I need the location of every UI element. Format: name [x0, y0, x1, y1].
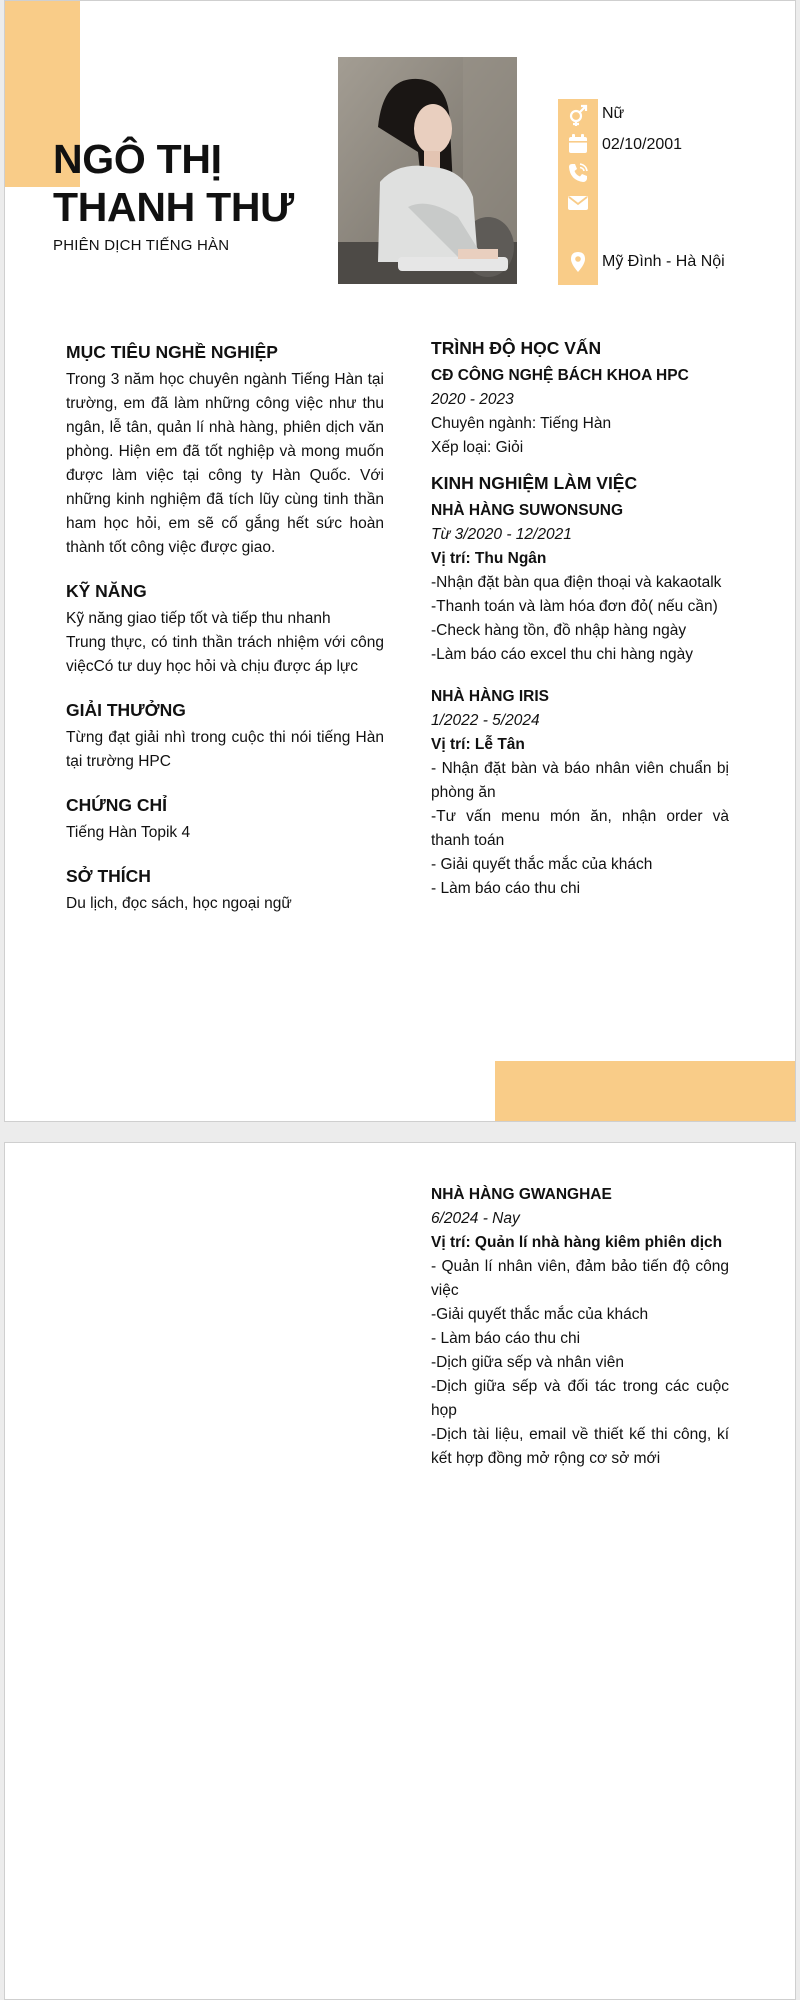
skills-heading: KỸ NĂNG: [66, 581, 147, 601]
objective-text: Trong 3 năm học chuyên ngành Tiếng Hàn tại trường, em đã làm những công việc như thu ngân, lễ tân, quản lí nhà hàng, phiên dịch văn phòng. Hiện em đã tốt nghiệp và mong muốn được làm việc tại công ty Hàn Quốc. Với những kinh nghiệm đã tích lũy cùng tinh thần ham học hỏi, em sẽ cố gắng hết sức hoàn thành tốt công việc được giao.: [66, 371, 384, 556]
job-task: - Giải quyết thắc mắc của khách: [431, 856, 653, 873]
contact-birthday: 02/10/2001: [602, 136, 683, 153]
calendar-icon: [566, 132, 590, 156]
education-heading: TRÌNH ĐỘ HỌC VẤN: [431, 338, 602, 358]
education-period: 2020 - 2023: [431, 391, 514, 408]
full-name-line-1: NGÔ THỊ: [53, 136, 222, 182]
job-entry-iris: [431, 685, 729, 901]
gender-icon: [566, 103, 590, 127]
awards-text: Từng đạt giải nhì trong cuộc thi nói tiếng Hàn tại trường HPC: [66, 729, 384, 770]
awards-heading: GIẢI THƯỞNG: [66, 700, 186, 720]
job-task: -Giải quyết thắc mắc của khách: [431, 1306, 649, 1323]
job-entry-suwonsung: [431, 499, 729, 667]
job-task: -Thanh toán và làm hóa đơn đỏ( nếu cần): [431, 598, 718, 615]
job-period: 6/2024 - Nay: [431, 1210, 520, 1227]
job-position: Vị trí: Thu Ngân: [431, 550, 547, 567]
certificates-heading: CHỨNG CHỈ: [66, 795, 168, 815]
job-period: 1/2022 - 5/2024: [431, 712, 540, 729]
cv-page-2: [4, 1142, 796, 2000]
left-column: [66, 339, 384, 916]
profile-photo: [338, 57, 517, 284]
job-company: NHÀ HÀNG GWANGHAE: [431, 1186, 612, 1203]
objective-heading: MỤC TIÊU NGHỀ NGHIỆP: [66, 342, 278, 362]
contact-address: Mỹ Đình - Hà Nội: [602, 253, 725, 270]
job-task: - Quản lí nhân viên, đảm bảo tiến độ công việc: [431, 1258, 729, 1299]
job-task: - Làm báo cáo thu chi: [431, 1330, 581, 1347]
location-icon: [566, 250, 590, 274]
skills-line-1: Kỹ năng giao tiếp tốt và tiếp thu nhanh: [66, 610, 331, 627]
job-task: - Làm báo cáo thu chi: [431, 880, 581, 897]
contact-icon-bar: [558, 99, 598, 285]
job-task: -Dịch giữa sếp và đối tác trong các cuộc họp: [431, 1378, 729, 1419]
accent-block-bottom-right: [495, 1061, 796, 1122]
education-major: Chuyên ngành: Tiếng Hàn: [431, 415, 612, 432]
right-column: [431, 335, 729, 901]
job-title: PHIÊN DỊCH TIẾNG HÀN: [53, 237, 230, 254]
job-position: Vị trí: Lễ Tân: [431, 736, 525, 753]
name-block: [53, 135, 294, 254]
certificates-text: Tiếng Hàn Topik 4: [66, 824, 191, 841]
email-icon: [566, 191, 590, 215]
job-task: -Tư vấn menu món ăn, nhận order và thanh toán: [431, 808, 729, 849]
job-entry-gwanghae: [431, 1183, 729, 1471]
education-rank: Xếp loại: Giỏi: [431, 439, 524, 456]
phone-icon: [566, 161, 590, 185]
job-task: - Nhận đặt bàn và báo nhân viên chuẩn bị phòng ăn: [431, 760, 729, 801]
job-position: Vị trí: Quản lí nhà hàng kiêm phiên dịch: [431, 1234, 723, 1251]
education-school: CĐ CÔNG NGHỆ BÁCH KHOA HPC: [431, 367, 689, 384]
skills-line-2: Trung thực, có tinh thần trách nhiệm với công việcCó tư duy học hỏi và chịu được áp lực: [66, 634, 384, 675]
job-task: -Nhận đặt bàn qua điện thoại và kakaotalk: [431, 574, 722, 591]
job-period: Từ 3/2020 - 12/2021: [431, 526, 572, 543]
hobbies-heading: SỞ THÍCH: [66, 866, 151, 886]
experience-heading: KINH NGHIỆM LÀM VIỆC: [431, 473, 638, 493]
job-task: -Dịch giữa sếp và nhân viên: [431, 1354, 625, 1371]
job-task: -Check hàng tồn, đồ nhập hàng ngày: [431, 622, 687, 639]
cv-page-1: [4, 0, 796, 1122]
job-company: NHÀ HÀNG SUWONSUNG: [431, 502, 624, 519]
job-task: -Dịch tài liệu, email về thiết kế thi công, kí kết hợp đồng mở rộng cơ sở mới: [431, 1426, 729, 1467]
hobbies-text: Du lịch, đọc sách, học ngoại ngữ: [66, 895, 292, 912]
full-name-line-2: THANH THƯ: [53, 184, 294, 230]
contact-gender: Nữ: [602, 105, 625, 122]
job-company: NHÀ HÀNG IRIS: [431, 688, 549, 705]
job-task: -Làm báo cáo excel thu chi hàng ngày: [431, 646, 693, 663]
